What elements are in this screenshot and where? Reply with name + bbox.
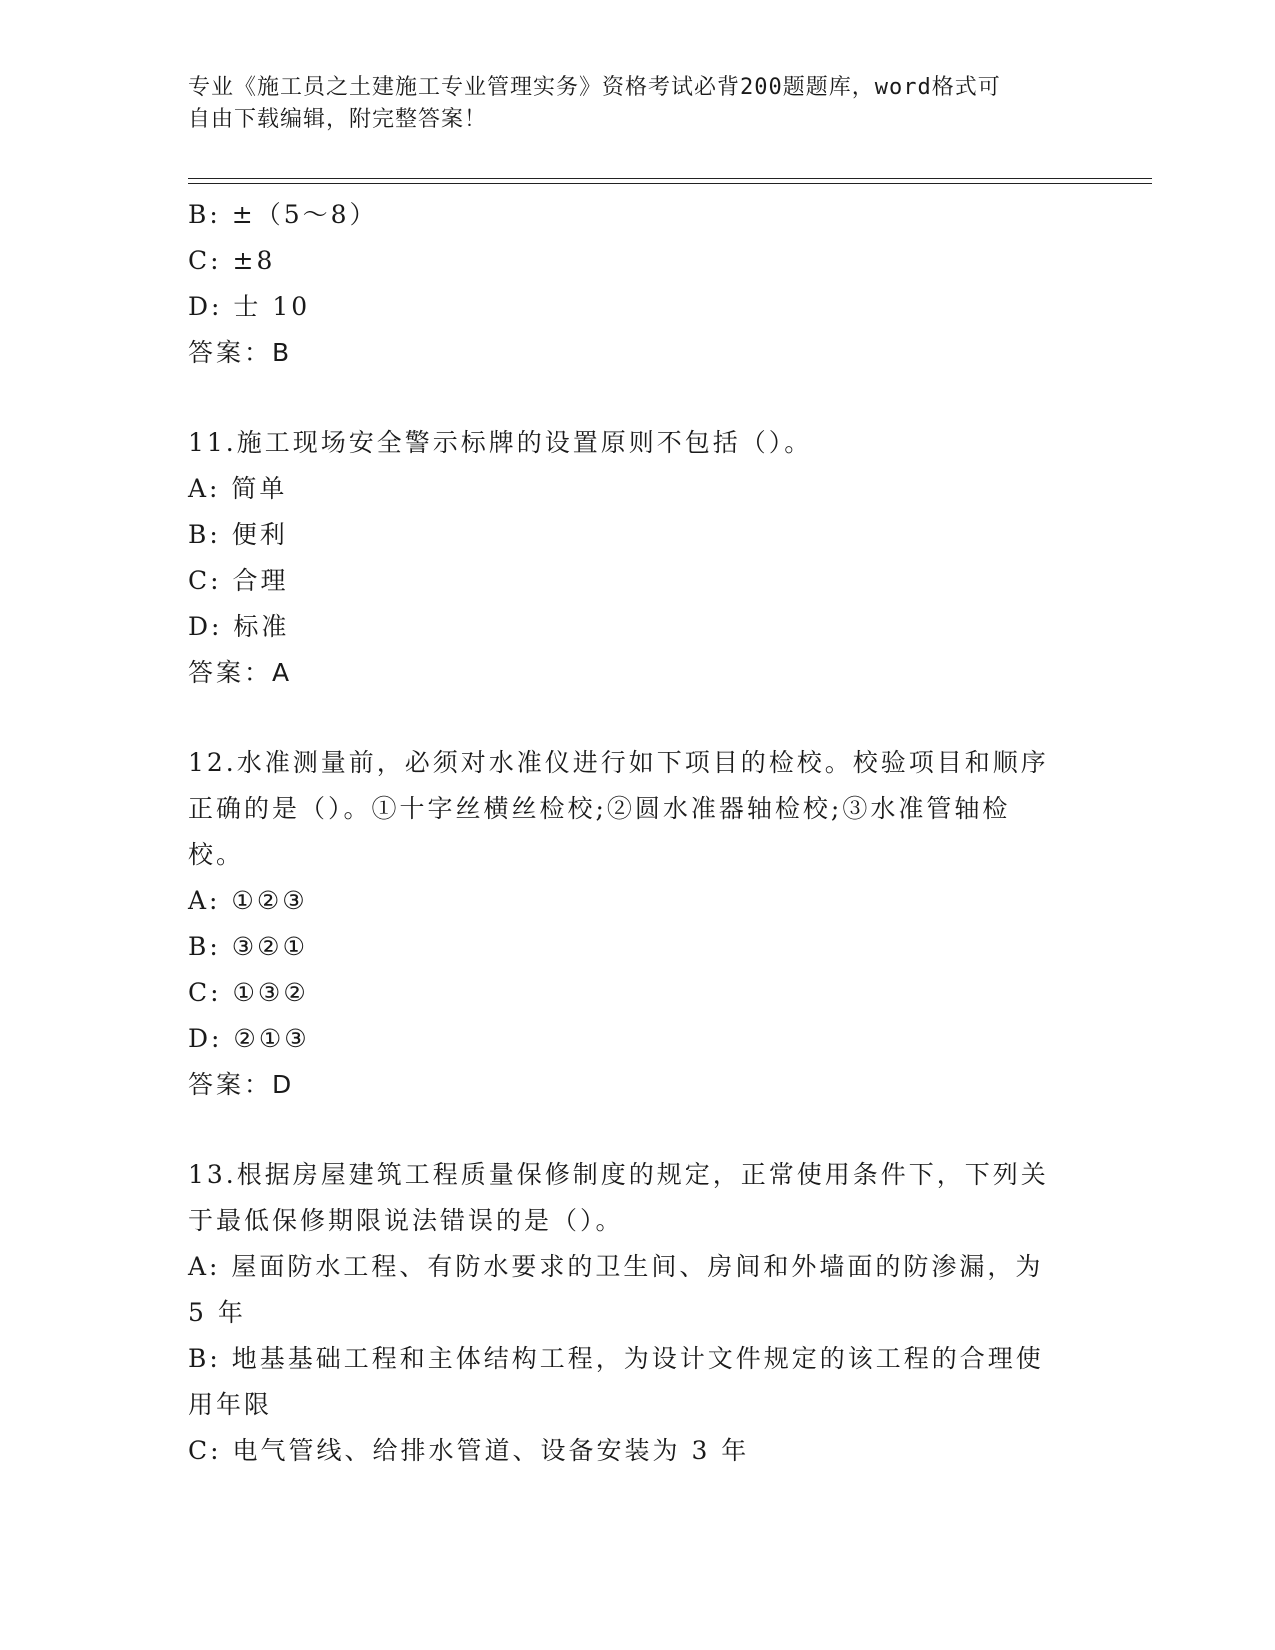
q13-option-c: C: 电气管线、给排水管道、设备安装为 3 年 [188, 1436, 750, 1465]
spacer [188, 696, 1088, 740]
q13-option-a-line-1: A: 屋面防水工程、有防水要求的卫生间、房间和外墙面的防渗漏，为 [188, 1252, 1044, 1281]
header-divider-top [188, 178, 1152, 179]
q11-option-b: B: 便利 [188, 520, 288, 549]
header-line-2: 自由下载编辑，附完整答案！ [188, 107, 488, 132]
q12-answer: 答案：D [188, 1070, 295, 1099]
q11-option-d: D: 标准 [188, 612, 290, 641]
q12-stem-line-1: 12.水准测量前，必须对水准仪进行如下项目的检校。校验项目和顺序 [188, 748, 1049, 777]
q11-answer: 答案：A [188, 658, 293, 687]
question-12-block [188, 740, 1088, 1108]
question-11-block [188, 420, 1088, 696]
q10-answer: 答案：B [188, 338, 293, 367]
q12-option-c: C: ①③② [188, 978, 309, 1007]
q12-option-a: A: ①②③ [188, 886, 308, 915]
header-divider-bottom [188, 183, 1152, 184]
q12-option-d: D: ②①③ [188, 1024, 310, 1053]
q12-option-b: B: ③②① [188, 932, 308, 961]
q13-stem-line-2: 于最低保修期限说法错误的是（）。 [188, 1206, 624, 1235]
question-content [188, 192, 1088, 1474]
spacer [188, 376, 1088, 420]
q13-option-a-line-2: 5 年 [188, 1298, 246, 1327]
question-10-block [188, 192, 1088, 376]
q13-option-b-line-1: B: 地基基础工程和主体结构工程，为设计文件规定的该工程的合理使 [188, 1344, 1044, 1373]
q10-option-b: B: ±（5～8） [188, 200, 378, 229]
q10-option-d: D: 士 10 [188, 292, 311, 321]
q13-stem-line-1: 13.根据房屋建筑工程质量保修制度的规定，正常使用条件下，下列关 [188, 1160, 1049, 1189]
q11-option-c: C: 合理 [188, 566, 289, 595]
q13-option-b-line-2: 用年限 [188, 1390, 273, 1419]
q10-option-c: C: ±8 [188, 246, 276, 275]
q11-stem: 11.施工现场安全警示标牌的设置原则不包括（）。 [188, 428, 813, 457]
document-header [188, 72, 1068, 136]
header-line-1: 专业《施工员之土建施工专业管理实务》资格考试必背200题题库，word格式可 [188, 75, 1001, 100]
q12-stem-line-3: 校。 [188, 840, 245, 869]
spacer [188, 1108, 1088, 1152]
q12-stem-line-2: 正确的是（）。①十字丝横丝检校;②圆水准器轴检校;③水准管轴检 [188, 794, 1011, 823]
question-13-block [188, 1152, 1088, 1474]
q11-option-a: A: 简单 [188, 474, 288, 503]
